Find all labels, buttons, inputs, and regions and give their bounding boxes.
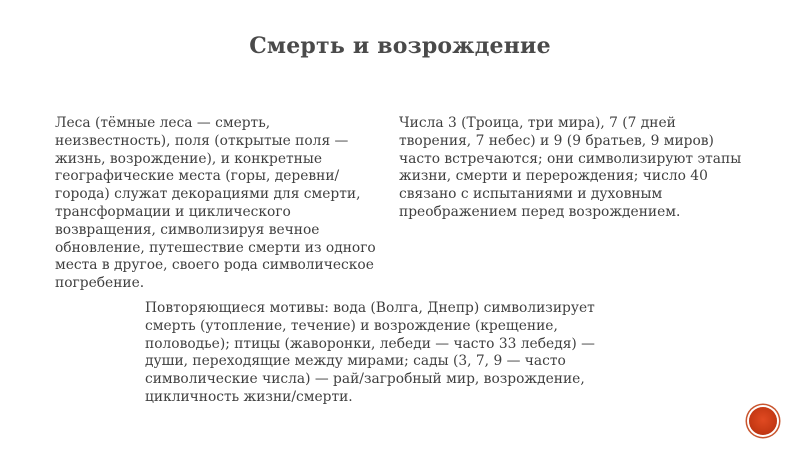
left-text-block: Леса (тёмные леса — смерть, неизвестность), поля (открытые поля — жизнь, возрождение), и конкретные географические места (горы, деревни/города) служат декорациями для смерти, трансформации и циклического возвращения, символизируя вечное обновление, путешествие смерти из одного места в другое, своего рода символическое погребение. [55,115,376,292]
slide-title: Смерть и возрождение [249,33,551,59]
right-text-block: Числа 3 (Троица, три мира), 7 (7 дней творения, 7 небес) и 9 (9 братьев, 9 миров) часто встречаются; они символизируют этапы жизни, смерти и перерождения; число 40 связано с испытаниями и духовным преображением перед возрождением. [399,115,742,220]
circle-button-icon[interactable] [749,407,777,435]
bottom-text-block: Повторяющиеся мотивы: вода (Волга, Днепр) символизирует смерть (утопление, течение) и возрождение (крещение, половодье); птицы (жаворонки, лебеди — часто 33 лебедя) — души, переходящие между мирами; сады (3, 7, 9 — часто символические числа) — рай/загробный мир, возрождение, цикличность жизни/смерти. [145,300,595,405]
